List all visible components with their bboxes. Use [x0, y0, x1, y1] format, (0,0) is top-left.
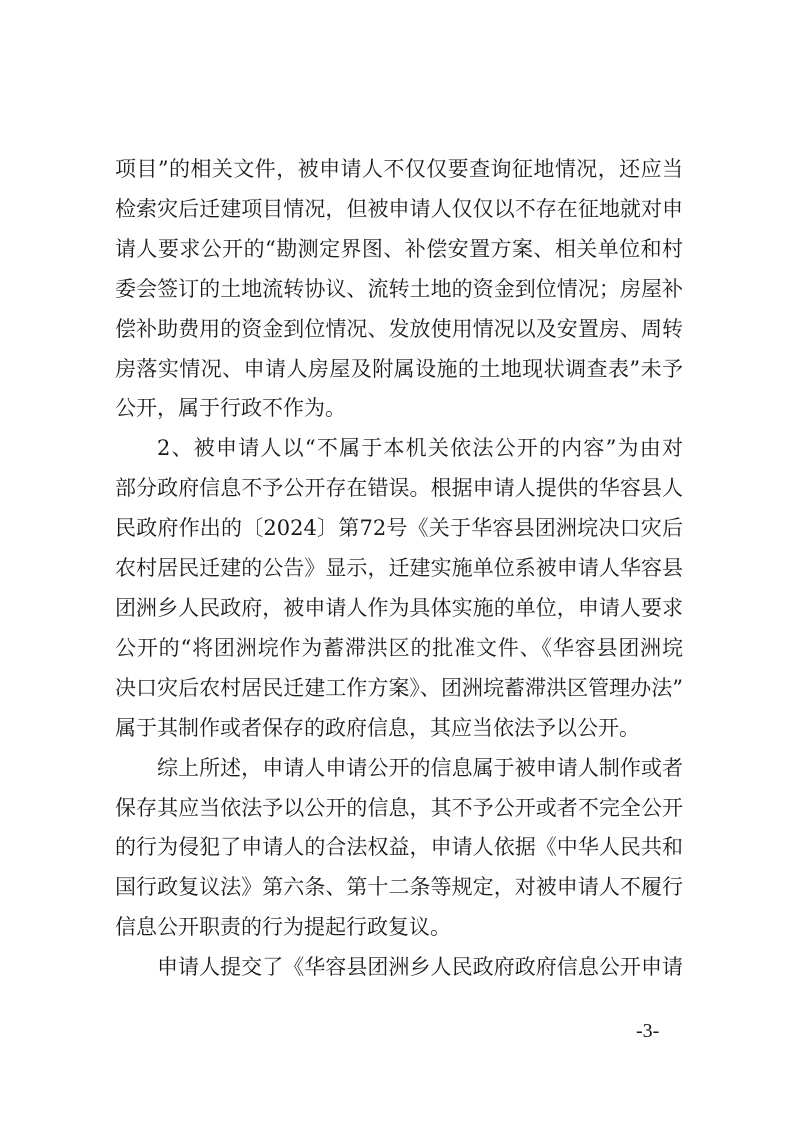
text-line: 项目”的相关文件，被申请人不仅仅要查询征地情况，还应当	[115, 157, 683, 181]
text-line: 部分政府信息不予公开存在错误。根据申请人提供的华容县人	[115, 476, 683, 501]
text-line: 委会签订的土地流转协议、流转土地的资金到位情况；房屋补	[115, 276, 683, 301]
text-line: 公开，属于行政不作为。	[115, 396, 346, 421]
text-line: 2、被申请人以“不属于本机关依法公开的内容”为由对	[157, 436, 683, 461]
paragraph-3	[115, 749, 683, 949]
text-line: 民政府作出的〔2024〕第72号《关于华容县团洲垸决口灾后	[115, 516, 683, 541]
paragraph-1	[115, 150, 683, 429]
text-line: 公开的“将团洲垸作为蓄滞洪区的批准文件、《华容县团洲垸	[115, 635, 683, 660]
text-line: 国行政复议法》第六条、第十二条等规定，对被申请人不履行	[115, 875, 683, 900]
text-line: 偿补助费用的资金到位情况、发放使用情况以及安置房、周转	[115, 316, 683, 341]
paragraph-4	[115, 948, 683, 988]
text-line: 申请人提交了《华容县团洲乡人民政府政府信息公开申请	[157, 955, 683, 980]
paragraph-2	[115, 429, 683, 748]
text-line: 属于其制作或者保存的政府信息，其应当依法予以公开。	[115, 715, 640, 740]
text-line: 房落实情况、申请人房屋及附属设施的土地现状调查表”未予	[115, 356, 683, 381]
document-body	[115, 150, 683, 988]
text-line: 请人要求公开的“勘测定界图、补偿安置方案、相关单位和村	[115, 236, 683, 261]
text-line: 决口灾后农村居民迁建工作方案》、团洲垸蓄滞洪区管理办法”	[115, 675, 683, 700]
text-line: 保存其应当依法予以公开的信息，其不予公开或者不完全公开	[115, 795, 683, 820]
text-line: 农村居民迁建的公告》显示，迁建实施单位系被申请人华容县	[115, 556, 683, 581]
text-line: 综上所述，申请人申请公开的信息属于被申请人制作或者	[157, 755, 683, 780]
text-line: 的行为侵犯了申请人的合法权益，申请人依据《中华人民共和	[115, 835, 683, 860]
text-line: 团洲乡人民政府，被申请人作为具体实施的单位，申请人要求	[115, 595, 683, 620]
text-line: 检索灾后迁建项目情况，但被申请人仅仅以不存在征地就对申	[115, 196, 683, 221]
page-number: -3-	[636, 1020, 660, 1042]
text-line: 信息公开职责的行为提起行政复议。	[115, 915, 451, 940]
